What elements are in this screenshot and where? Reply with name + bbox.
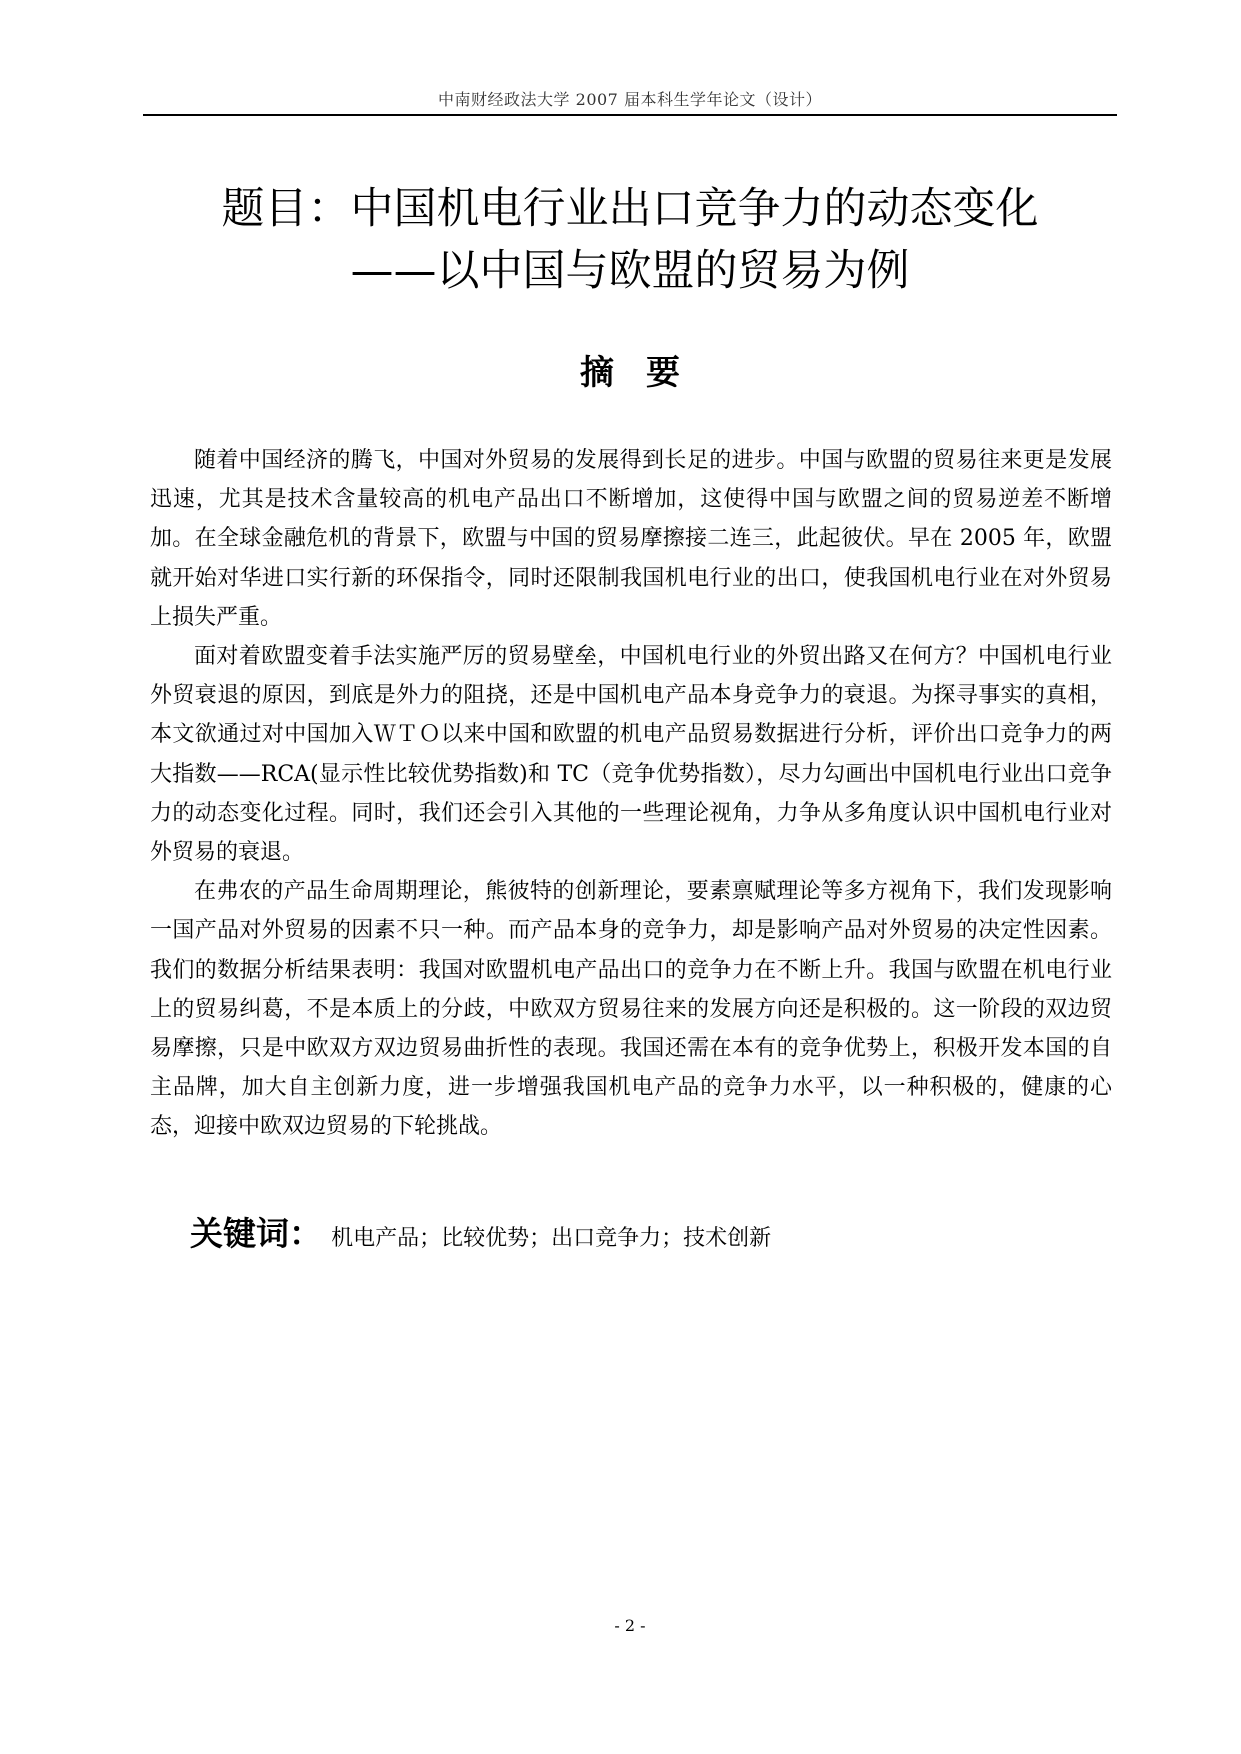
page-header-text: 中南财经政法大学 2007 届本科生学年论文（设计） [438,90,822,109]
page-number: - 2 - [614,1616,646,1635]
abstract-heading: 摘要 [580,353,712,393]
abstract-body [150,441,1112,1147]
abstract-paragraph-1: 随着中国经济的腾飞，中国对外贸易的发展得到长足的进步。中国与欧盟的贸易往来更是发展迅速，尤其是技术含量较高的机电产品出口不断增加，这使得中国与欧盟之间的贸易逆差不断增加。在全球金融危机的背景下，欧盟与中国的贸易摩擦接二连三，此起彼伏。早在 2005 年，欧盟就开始对华进口实行新的环保指令，同时还限制我国机电行业的出口，使我国机电行业在对外贸易上损失严重。 [150,448,1112,630]
paper-subtitle-line-2: ——以中国与欧盟的贸易为例 [350,246,910,296]
abstract-paragraph-3: 在弗农的产品生命周期理论，熊彼特的创新理论，要素禀赋理论等多方视角下，我们发现影响一国产品对外贸易的因素不只一种。而产品本身的竞争力，却是影响产品对外贸易的决定性因素。我们的数据分析结果表明：我国对欧盟机电产品出口的竞争力在不断上升。我国与欧盟在机电行业上的贸易纠葛，不是本质上的分歧，中欧双方贸易往来的发展方向还是积极的。这一阶段的双边贸易摩擦，只是中欧双方双边贸易曲折性的表现。我国还需在本有的竞争优势上，积极开发本国的自主品牌，加大自主创新力度，进一步增强我国机电产品的竞争力水平，以一种积极的，健康的心态，迎接中欧双边贸易的下轮挑战。 [150,879,1112,1140]
keywords-line [190,1208,771,1255]
keywords-label: 关键词： [190,1214,322,1253]
abstract-paragraph-2: 面对着欧盟变着手法实施严厉的贸易壁垒，中国机电行业的外贸出路又在何方？中国机电行业外贸衰退的原因，到底是外力的阻挠，还是中国机电产品本身竞争力的衰退。为探寻事实的真相，本文欲通过对中国加入ＷＴＯ以来中国和欧盟的机电产品贸易数据进行分析，评价出口竞争力的两大指数——RCA(显示性比较优势指数)和 TC（竞争优势指数），尽力勾画出中国机电行业出口竞争力的动态变化过程。同时，我们还会引入其他的一些理论视角，力争从多角度认识中国机电行业对外贸易的衰退。 [150,644,1112,866]
keywords-values: 机电产品；比较优势；出口竞争力；技术创新 [331,1226,772,1251]
paper-title [143,178,1117,302]
paper-title-line-1: 题目：中国机电行业出口竞争力的动态变化 [221,184,1039,234]
page-header [143,84,1117,116]
